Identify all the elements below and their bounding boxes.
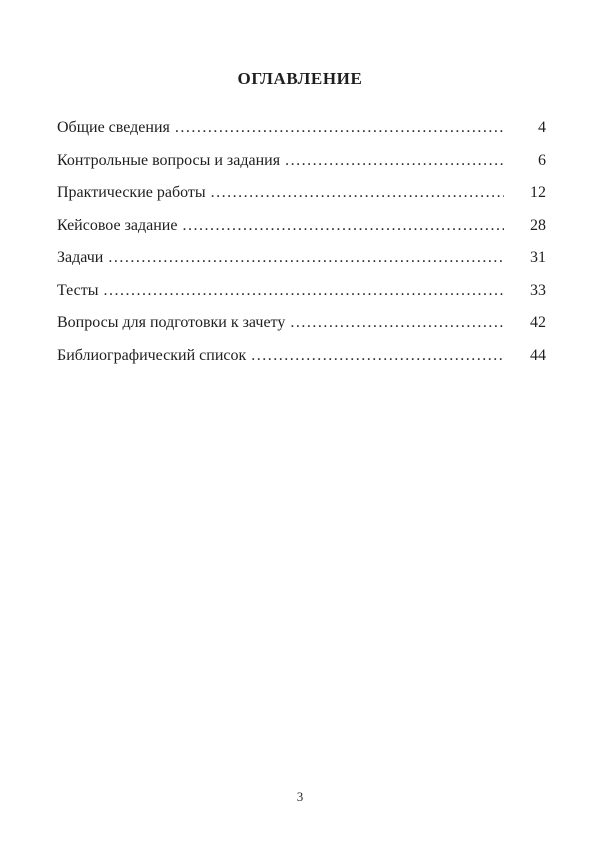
footer-page-number: 3 <box>296 789 304 804</box>
toc-entry <box>57 145 546 178</box>
toc-entry-page-number: 44 <box>530 346 546 364</box>
toc-dot-leader <box>251 340 504 373</box>
toc-entry-page-number: 42 <box>530 314 546 331</box>
toc-entry-label: Вопросы для подготовки к зачету <box>57 314 286 331</box>
table-of-contents <box>57 112 546 372</box>
toc-dot-leader <box>104 275 504 308</box>
toc-entry <box>57 210 546 243</box>
toc-entry-label: Кейсовое задание <box>57 216 178 234</box>
toc-entry <box>57 112 546 145</box>
toc-dot-leader <box>108 242 504 275</box>
toc-dot-leader <box>175 112 504 145</box>
toc-entry <box>57 275 546 308</box>
toc-entry-page-number: 28 <box>530 216 546 234</box>
toc-dot-leader <box>211 177 504 210</box>
toc-dot-leader <box>182 210 504 243</box>
toc-entry-page-number: 6 <box>538 151 546 169</box>
toc-entry <box>57 177 546 210</box>
toc-entry-page-number: 12 <box>530 184 546 201</box>
toc-entry-page-number: 4 <box>538 119 546 136</box>
toc-entry-label: Практические работы <box>57 184 206 201</box>
toc-entry <box>57 242 546 275</box>
toc-entry-label: Тесты <box>57 281 99 299</box>
page-title: ОГЛАВЛЕНИЕ <box>237 69 363 88</box>
toc-dot-leader <box>290 307 504 340</box>
toc-entry-label: Библиографический список <box>57 346 247 364</box>
toc-entry-label: Задачи <box>57 249 104 266</box>
toc-entry-page-number: 31 <box>530 249 546 266</box>
toc-entry <box>57 340 546 373</box>
toc-entry <box>57 307 546 340</box>
toc-entry-page-number: 33 <box>530 281 546 299</box>
toc-entry-label: Контрольные вопросы и задания <box>57 151 281 169</box>
toc-dot-leader <box>285 145 504 178</box>
toc-entry-label: Общие сведения <box>57 119 170 136</box>
